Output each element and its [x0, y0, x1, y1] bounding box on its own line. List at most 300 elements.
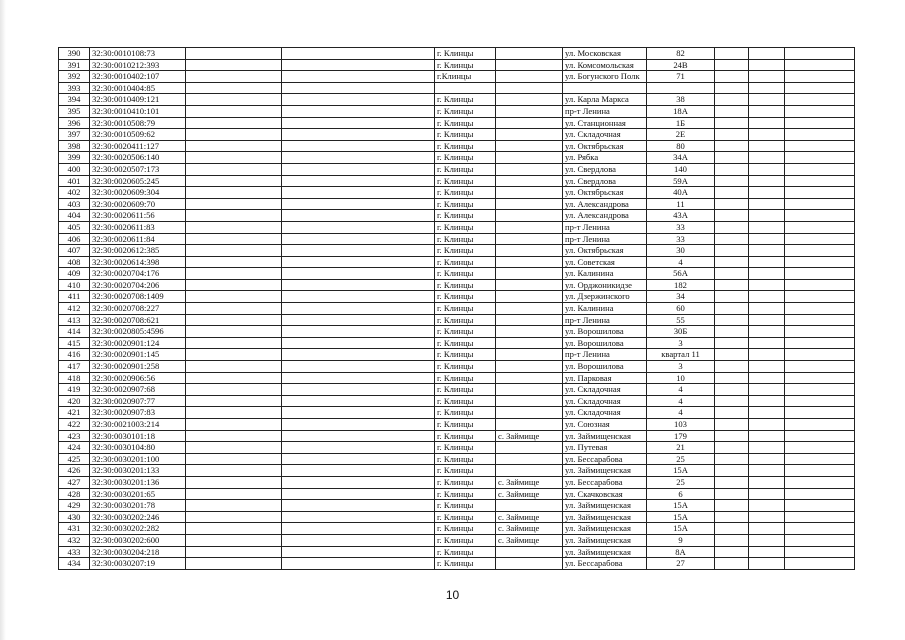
cell-street: ул. Московская	[563, 48, 647, 60]
cell-house-number: 9	[647, 534, 715, 546]
cell-settlement	[496, 198, 563, 210]
cell-col-3	[186, 152, 282, 164]
cell-city: г. Клинцы	[435, 546, 496, 558]
cell-col-9	[715, 71, 749, 83]
table-row	[59, 546, 855, 558]
table-row	[59, 430, 855, 442]
cell-col-4	[282, 71, 435, 83]
cell-house-number: 4	[647, 407, 715, 419]
cell-col-9	[715, 210, 749, 222]
cell-col-4	[282, 465, 435, 477]
table-row	[59, 326, 855, 338]
cell-col-9	[715, 279, 749, 291]
cell-col-11	[785, 187, 855, 199]
cell-col-4	[282, 488, 435, 500]
cell-cadastral-number: 32:30:0030202:282	[90, 523, 186, 535]
cell-col-4	[282, 419, 435, 431]
table-row	[59, 291, 855, 303]
cell-col-3	[186, 105, 282, 117]
cell-city: г. Клинцы	[435, 361, 496, 373]
cell-row-number: 425	[59, 453, 90, 465]
cell-row-number: 433	[59, 546, 90, 558]
cell-street: ул. Займищенская	[563, 511, 647, 523]
cell-col-11	[785, 488, 855, 500]
cell-street: ул. Складочная	[563, 129, 647, 141]
cell-col-10	[749, 523, 785, 535]
cell-col-9	[715, 361, 749, 373]
cell-col-4	[282, 546, 435, 558]
cell-house-number: 82	[647, 48, 715, 60]
table-row	[59, 558, 855, 570]
cell-col-9	[715, 94, 749, 106]
cell-cadastral-number: 32:30:0020609:70	[90, 198, 186, 210]
cell-street: ул. Свердлова	[563, 175, 647, 187]
cell-city: г. Клинцы	[435, 268, 496, 280]
cell-street: ул. Октябрьская	[563, 245, 647, 257]
cell-settlement	[496, 221, 563, 233]
cell-col-9	[715, 175, 749, 187]
cell-settlement	[496, 59, 563, 71]
cell-cadastral-number: 32:30:0020506:140	[90, 152, 186, 164]
table-row	[59, 419, 855, 431]
cell-street: ул. Комсомольская	[563, 59, 647, 71]
cell-col-9	[715, 349, 749, 361]
cell-street: ул. Советская	[563, 256, 647, 268]
cell-settlement	[496, 500, 563, 512]
cell-row-number: 416	[59, 349, 90, 361]
scan-shadow-edge	[0, 0, 6, 640]
cell-col-11	[785, 129, 855, 141]
cell-col-3	[186, 511, 282, 523]
cell-settlement	[496, 361, 563, 373]
cell-cadastral-number: 32:30:0010509:62	[90, 129, 186, 141]
cell-house-number: 38	[647, 94, 715, 106]
cell-settlement	[496, 326, 563, 338]
cell-cadastral-number: 32:30:0020901:258	[90, 361, 186, 373]
cell-house-number: 4	[647, 256, 715, 268]
cell-col-9	[715, 476, 749, 488]
cell-col-9	[715, 140, 749, 152]
cell-col-11	[785, 453, 855, 465]
cell-col-4	[282, 175, 435, 187]
cell-cadastral-number: 32:30:0030204:218	[90, 546, 186, 558]
cell-col-10	[749, 430, 785, 442]
cell-city: г. Клинцы	[435, 303, 496, 315]
cell-city: г. Клинцы	[435, 175, 496, 187]
cell-house-number: 56А	[647, 268, 715, 280]
cell-col-11	[785, 303, 855, 315]
cell-col-10	[749, 534, 785, 546]
cell-street: пр-т Ленина	[563, 314, 647, 326]
cell-street: ул. Ворошилова	[563, 326, 647, 338]
cell-col-9	[715, 384, 749, 396]
cell-col-10	[749, 152, 785, 164]
cell-house-number: 179	[647, 430, 715, 442]
table-row	[59, 465, 855, 477]
cell-city: г. Клинцы	[435, 453, 496, 465]
cell-city: г. Клинцы	[435, 163, 496, 175]
cell-col-10	[749, 210, 785, 222]
cell-col-11	[785, 476, 855, 488]
cell-city: г. Клинцы	[435, 187, 496, 199]
cell-settlement	[496, 48, 563, 60]
table-row	[59, 407, 855, 419]
cell-house-number: квартал 11	[647, 349, 715, 361]
cell-settlement	[496, 384, 563, 396]
cell-row-number: 432	[59, 534, 90, 546]
cell-city: г. Клинцы	[435, 221, 496, 233]
cell-col-9	[715, 372, 749, 384]
cell-cadastral-number: 32:30:0020609:304	[90, 187, 186, 199]
cell-col-4	[282, 395, 435, 407]
cell-col-11	[785, 361, 855, 373]
cell-row-number: 397	[59, 129, 90, 141]
cell-col-10	[749, 558, 785, 570]
cell-col-9	[715, 546, 749, 558]
table-row	[59, 303, 855, 315]
table-row	[59, 534, 855, 546]
cell-street: ул. Богунского Полк	[563, 71, 647, 83]
cell-col-3	[186, 465, 282, 477]
cell-row-number: 408	[59, 256, 90, 268]
cell-col-11	[785, 256, 855, 268]
cell-col-9	[715, 523, 749, 535]
cell-col-4	[282, 511, 435, 523]
table-row	[59, 314, 855, 326]
cell-col-11	[785, 419, 855, 431]
cell-col-4	[282, 314, 435, 326]
cell-col-11	[785, 198, 855, 210]
cell-city: г. Клинцы	[435, 558, 496, 570]
cell-row-number: 429	[59, 500, 90, 512]
cell-cadastral-number: 32:30:0020507:173	[90, 163, 186, 175]
cell-col-4	[282, 233, 435, 245]
cell-col-4	[282, 129, 435, 141]
cell-col-3	[186, 210, 282, 222]
cell-cadastral-number: 32:30:0030101:18	[90, 430, 186, 442]
table-row	[59, 453, 855, 465]
cell-city: г. Клинцы	[435, 198, 496, 210]
cell-street: ул. Складочная	[563, 395, 647, 407]
table-row	[59, 361, 855, 373]
cell-city: г. Клинцы	[435, 140, 496, 152]
table-row	[59, 140, 855, 152]
cell-street: ул. Бессарабова	[563, 558, 647, 570]
cell-col-11	[785, 500, 855, 512]
cell-col-11	[785, 407, 855, 419]
table-row	[59, 117, 855, 129]
cell-house-number: 80	[647, 140, 715, 152]
cell-col-11	[785, 82, 855, 94]
cell-settlement	[496, 268, 563, 280]
table-row	[59, 442, 855, 454]
cell-col-3	[186, 476, 282, 488]
cell-row-number: 393	[59, 82, 90, 94]
cell-col-10	[749, 326, 785, 338]
cell-street: ул. Займищенская	[563, 465, 647, 477]
table-row	[59, 163, 855, 175]
cell-col-4	[282, 453, 435, 465]
cell-col-11	[785, 349, 855, 361]
cell-col-9	[715, 82, 749, 94]
cell-cadastral-number: 32:30:0020708:227	[90, 303, 186, 315]
cell-col-11	[785, 291, 855, 303]
cell-city: г. Клинцы	[435, 152, 496, 164]
cell-col-4	[282, 105, 435, 117]
table-row	[59, 221, 855, 233]
cell-cadastral-number: 32:30:0020411:127	[90, 140, 186, 152]
table-row	[59, 337, 855, 349]
cell-street: ул. Карла Маркса	[563, 94, 647, 106]
cell-house-number: 11	[647, 198, 715, 210]
cell-col-3	[186, 453, 282, 465]
cell-col-10	[749, 175, 785, 187]
cell-settlement	[496, 210, 563, 222]
cell-col-11	[785, 105, 855, 117]
cell-col-4	[282, 476, 435, 488]
cell-city: г. Клинцы	[435, 129, 496, 141]
cell-col-9	[715, 129, 749, 141]
cell-col-11	[785, 210, 855, 222]
cell-house-number: 25	[647, 453, 715, 465]
table-row	[59, 476, 855, 488]
cell-house-number: 55	[647, 314, 715, 326]
cell-settlement	[496, 337, 563, 349]
cell-street: ул. Александрова	[563, 210, 647, 222]
cell-street: ул. Скачковская	[563, 488, 647, 500]
cell-city: г. Клинцы	[435, 105, 496, 117]
cell-settlement	[496, 442, 563, 454]
cell-col-3	[186, 163, 282, 175]
table-row	[59, 500, 855, 512]
cell-settlement	[496, 256, 563, 268]
cell-col-11	[785, 337, 855, 349]
cell-col-4	[282, 442, 435, 454]
cell-city: г. Клинцы	[435, 233, 496, 245]
cell-city: г. Клинцы	[435, 407, 496, 419]
cell-col-4	[282, 361, 435, 373]
cell-col-11	[785, 465, 855, 477]
cell-row-number: 421	[59, 407, 90, 419]
cell-row-number: 420	[59, 395, 90, 407]
cell-col-4	[282, 163, 435, 175]
cell-street: ул. Станционная	[563, 117, 647, 129]
table-row	[59, 488, 855, 500]
cell-col-4	[282, 256, 435, 268]
cell-house-number: 8А	[647, 546, 715, 558]
cell-house-number: 4	[647, 395, 715, 407]
cell-city: г. Клинцы	[435, 245, 496, 257]
cell-col-10	[749, 372, 785, 384]
cell-col-3	[186, 117, 282, 129]
cell-cadastral-number: 32:30:0020907:77	[90, 395, 186, 407]
cell-row-number: 399	[59, 152, 90, 164]
cell-city: г. Клинцы	[435, 349, 496, 361]
cell-house-number: 2Е	[647, 129, 715, 141]
cell-row-number: 434	[59, 558, 90, 570]
cell-row-number: 403	[59, 198, 90, 210]
cell-street: ул. Займищенская	[563, 534, 647, 546]
cell-cadastral-number: 32:30:0010108:73	[90, 48, 186, 60]
cell-city	[435, 82, 496, 94]
cell-col-3	[186, 268, 282, 280]
cell-cadastral-number: 32:30:0020611:83	[90, 221, 186, 233]
page-number: 10	[445, 588, 460, 602]
cell-row-number: 400	[59, 163, 90, 175]
cell-col-10	[749, 291, 785, 303]
cell-settlement	[496, 152, 563, 164]
cell-house-number: 43А	[647, 210, 715, 222]
table-row	[59, 175, 855, 187]
cell-col-11	[785, 314, 855, 326]
cell-settlement	[496, 558, 563, 570]
cell-col-11	[785, 175, 855, 187]
cell-col-10	[749, 465, 785, 477]
table-row	[59, 129, 855, 141]
cell-cadastral-number: 32:30:0020611:84	[90, 233, 186, 245]
cell-house-number: 6	[647, 488, 715, 500]
cell-col-10	[749, 546, 785, 558]
cell-row-number: 391	[59, 59, 90, 71]
cell-col-3	[186, 419, 282, 431]
cell-col-3	[186, 384, 282, 396]
cell-col-4	[282, 534, 435, 546]
cell-street: ул. Калинина	[563, 303, 647, 315]
cell-row-number: 412	[59, 303, 90, 315]
cell-cadastral-number: 32:30:0030202:246	[90, 511, 186, 523]
cell-house-number: 25	[647, 476, 715, 488]
cell-col-10	[749, 198, 785, 210]
cell-col-10	[749, 349, 785, 361]
cell-col-9	[715, 117, 749, 129]
cell-col-3	[186, 129, 282, 141]
cell-street: пр-т Ленина	[563, 233, 647, 245]
cell-row-number: 414	[59, 326, 90, 338]
table-row	[59, 384, 855, 396]
cell-street	[563, 82, 647, 94]
cell-settlement	[496, 245, 563, 257]
cell-cadastral-number: 32:30:0030201:136	[90, 476, 186, 488]
cell-house-number: 30Б	[647, 326, 715, 338]
cell-col-10	[749, 187, 785, 199]
cell-col-9	[715, 337, 749, 349]
cell-city: г. Клинцы	[435, 419, 496, 431]
cell-city: г.Клинцы	[435, 71, 496, 83]
cell-col-3	[186, 500, 282, 512]
table-row	[59, 523, 855, 535]
cell-col-9	[715, 395, 749, 407]
cell-col-11	[785, 140, 855, 152]
cell-col-9	[715, 314, 749, 326]
cell-row-number: 406	[59, 233, 90, 245]
cell-house-number: 71	[647, 71, 715, 83]
cell-row-number: 422	[59, 419, 90, 431]
cell-city: г. Клинцы	[435, 476, 496, 488]
cell-col-3	[186, 279, 282, 291]
cell-col-10	[749, 314, 785, 326]
cell-col-9	[715, 152, 749, 164]
cell-settlement: с. Займище	[496, 511, 563, 523]
cell-col-4	[282, 500, 435, 512]
table-row	[59, 94, 855, 106]
cell-city: г. Клинцы	[435, 395, 496, 407]
cell-col-10	[749, 140, 785, 152]
cell-col-10	[749, 384, 785, 396]
cell-row-number: 430	[59, 511, 90, 523]
cell-cadastral-number: 32:30:0030201:65	[90, 488, 186, 500]
cell-row-number: 396	[59, 117, 90, 129]
cell-cadastral-number: 32:30:0030104:80	[90, 442, 186, 454]
cell-street: ул. Бессарабова	[563, 453, 647, 465]
cell-house-number: 15А	[647, 523, 715, 535]
cell-cadastral-number: 32:30:0030201:78	[90, 500, 186, 512]
cell-row-number: 417	[59, 361, 90, 373]
cell-settlement: с. Займище	[496, 523, 563, 535]
cell-row-number: 419	[59, 384, 90, 396]
cell-col-9	[715, 163, 749, 175]
cell-col-10	[749, 500, 785, 512]
cell-col-11	[785, 221, 855, 233]
table-row	[59, 82, 855, 94]
cell-cadastral-number: 32:30:0020708:1409	[90, 291, 186, 303]
cell-street: ул. Октябрьская	[563, 187, 647, 199]
cell-row-number: 395	[59, 105, 90, 117]
cell-street: пр-т Ленина	[563, 349, 647, 361]
cell-settlement	[496, 163, 563, 175]
cell-house-number: 4	[647, 384, 715, 396]
cell-col-3	[186, 372, 282, 384]
cell-row-number: 428	[59, 488, 90, 500]
cell-col-11	[785, 511, 855, 523]
cell-col-9	[715, 268, 749, 280]
cell-row-number: 405	[59, 221, 90, 233]
cell-cadastral-number: 32:30:0020614:398	[90, 256, 186, 268]
cell-col-4	[282, 59, 435, 71]
cell-street: ул. Складочная	[563, 384, 647, 396]
table-row	[59, 268, 855, 280]
cell-cadastral-number: 32:30:0020906:56	[90, 372, 186, 384]
cell-street: ул. Свердлова	[563, 163, 647, 175]
cell-house-number: 15А	[647, 465, 715, 477]
cell-cadastral-number: 32:30:0020704:206	[90, 279, 186, 291]
cell-cadastral-number: 32:30:0020612:385	[90, 245, 186, 257]
cell-house-number: 1Б	[647, 117, 715, 129]
cell-settlement	[496, 82, 563, 94]
cell-cadastral-number: 32:30:0030207:19	[90, 558, 186, 570]
cell-city: г. Клинцы	[435, 48, 496, 60]
cell-settlement: с. Займище	[496, 488, 563, 500]
cell-street: ул. Складочная	[563, 407, 647, 419]
cell-house-number: 18А	[647, 105, 715, 117]
cell-col-9	[715, 511, 749, 523]
cell-col-11	[785, 71, 855, 83]
cell-settlement	[496, 105, 563, 117]
cell-city: г. Клинцы	[435, 326, 496, 338]
cell-col-10	[749, 117, 785, 129]
cell-col-3	[186, 349, 282, 361]
cell-col-9	[715, 303, 749, 315]
cell-settlement	[496, 291, 563, 303]
cell-row-number: 401	[59, 175, 90, 187]
cell-cadastral-number: 32:30:0021003:214	[90, 419, 186, 431]
cell-col-3	[186, 140, 282, 152]
register-table-body	[59, 48, 855, 570]
cell-col-3	[186, 291, 282, 303]
cell-row-number: 394	[59, 94, 90, 106]
cell-city: г. Клинцы	[435, 511, 496, 523]
cell-settlement	[496, 129, 563, 141]
cell-col-10	[749, 268, 785, 280]
